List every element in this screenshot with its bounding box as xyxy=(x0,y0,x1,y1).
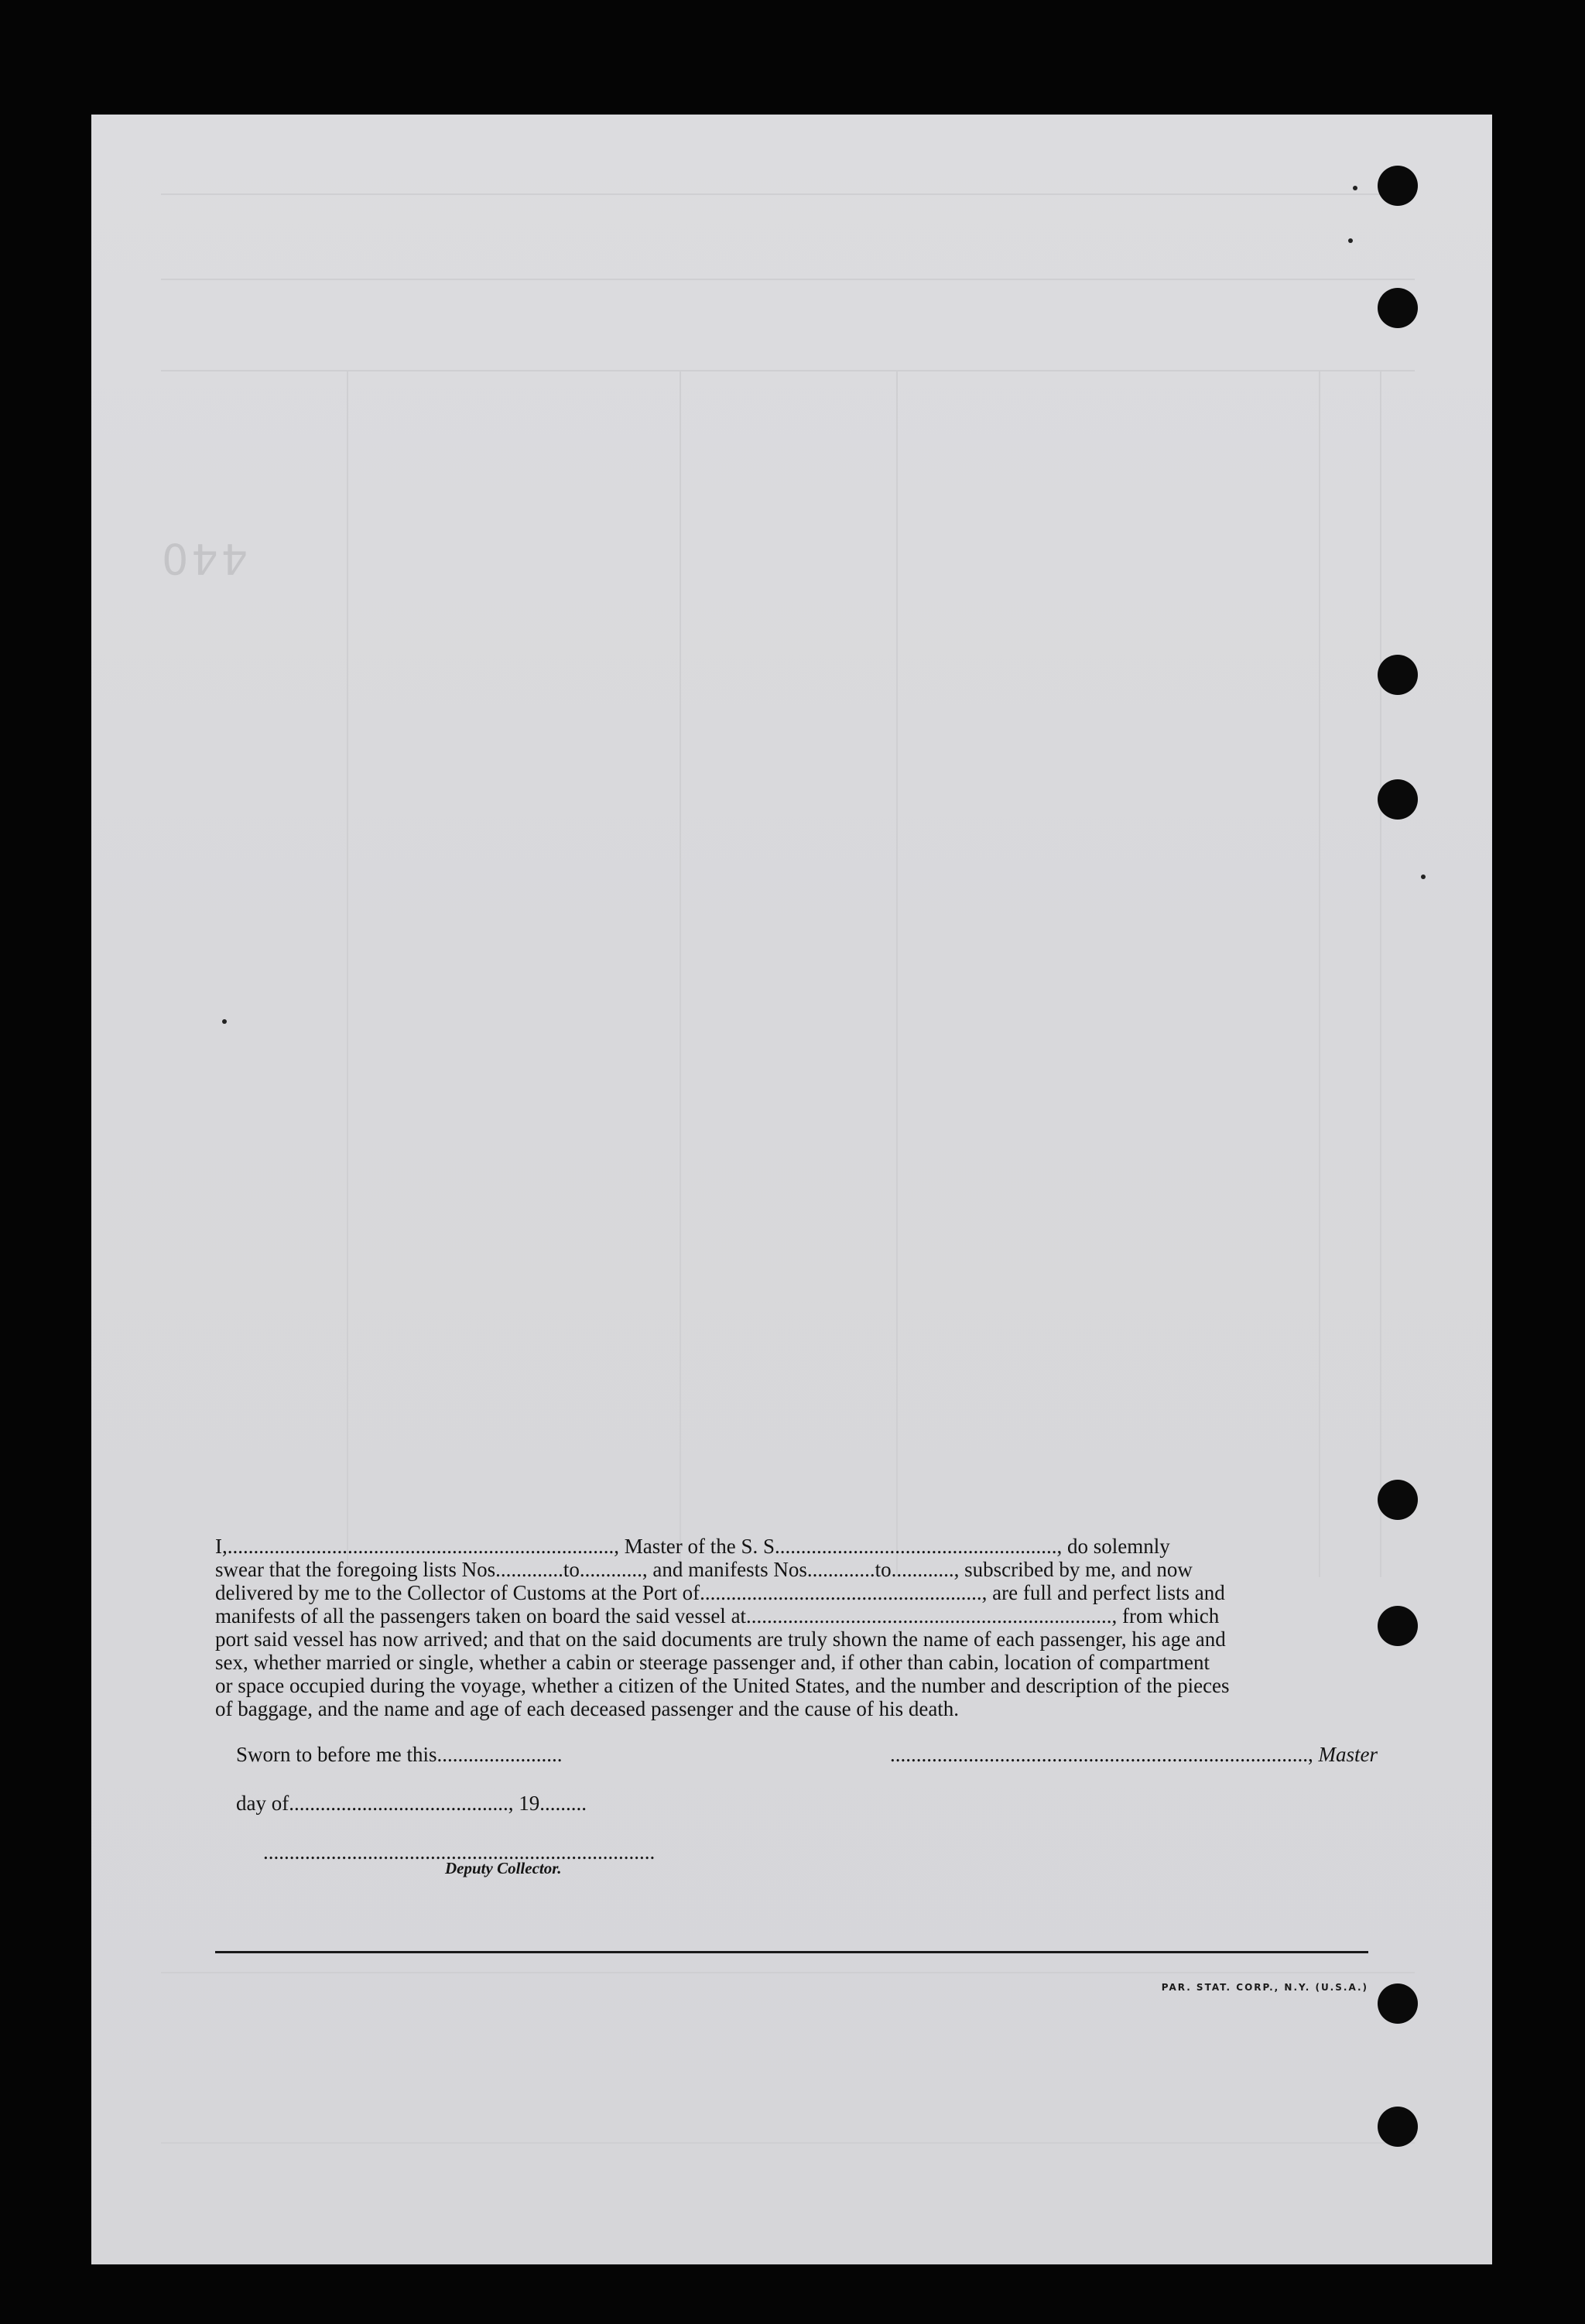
binder-hole xyxy=(1378,1606,1418,1646)
day-of-line: day of.........................................., 19......... xyxy=(236,1792,587,1815)
binder-hole xyxy=(1378,1983,1418,2024)
oath-line: swear that the foregoing lists Nos.............to............, and manifests Nos.............to............, subscribed by me, and now xyxy=(215,1558,1193,1581)
manifest-page xyxy=(91,115,1492,2264)
oath-line: port said vessel has now arrived; and that on the said documents are truly shown the name of each passenger, his age and xyxy=(215,1627,1226,1651)
sworn-before-line: Sworn to before me this........................ xyxy=(236,1743,563,1766)
oath-line: of baggage, and the name and age of each deceased passenger and the cause of his death. xyxy=(215,1697,960,1720)
ghost-column-line xyxy=(347,370,348,1577)
ghost-column-line xyxy=(1380,370,1381,1577)
printer-imprint: PAR. STAT. CORP., N.Y. (U.S.A.) xyxy=(1161,1982,1368,1993)
binder-hole xyxy=(1378,2107,1418,2147)
binder-hole xyxy=(1378,1480,1418,1520)
binder-hole xyxy=(1378,166,1418,206)
oath-line: delivered by me to the Collector of Customs at the Port of......................................................, are full and perfect lists and xyxy=(215,1581,1225,1604)
oath-line: I,.........................................................................., Master of the S. S......................................................, do solemnly xyxy=(215,1535,1170,1558)
oath-line: sex, whether married or single, whether a cabin or steerage passenger and, if other than cabin, location of compartment xyxy=(215,1651,1210,1674)
ghost-rule xyxy=(161,193,1415,195)
oath-line: manifests of all the passengers taken on board the said vessel at......................................................................, from which xyxy=(215,1604,1220,1627)
master-signature-line xyxy=(890,1743,1378,1767)
binder-hole xyxy=(1378,288,1418,328)
ghost-rule xyxy=(161,279,1415,280)
ghost-rule xyxy=(161,370,1415,371)
master-label: Master xyxy=(1318,1743,1378,1766)
dust-speck xyxy=(222,1019,227,1024)
ghost-rule xyxy=(161,2142,1415,2144)
oath-paragraph xyxy=(215,1535,1368,1720)
dust-speck xyxy=(1353,186,1357,190)
oath-line: or space occupied during the voyage, whether a citizen of the United States, and the number and description of the pieces xyxy=(215,1674,1230,1697)
master-dots: ................................................................................, xyxy=(890,1743,1319,1766)
dust-speck xyxy=(1421,874,1426,879)
bottom-rule xyxy=(215,1951,1368,1953)
ghost-column-line xyxy=(896,370,898,1577)
ghost-column-line xyxy=(680,370,681,1577)
binder-hole xyxy=(1378,655,1418,695)
binder-hole xyxy=(1378,779,1418,820)
deputy-signature-line: ........................................................................... xyxy=(263,1840,656,1864)
page-number: 440 xyxy=(159,534,248,583)
ghost-rule xyxy=(161,1972,1415,1973)
ghost-column-line xyxy=(1319,370,1320,1577)
deputy-collector-label: Deputy Collector. xyxy=(445,1859,562,1877)
dust-speck xyxy=(1348,238,1353,243)
